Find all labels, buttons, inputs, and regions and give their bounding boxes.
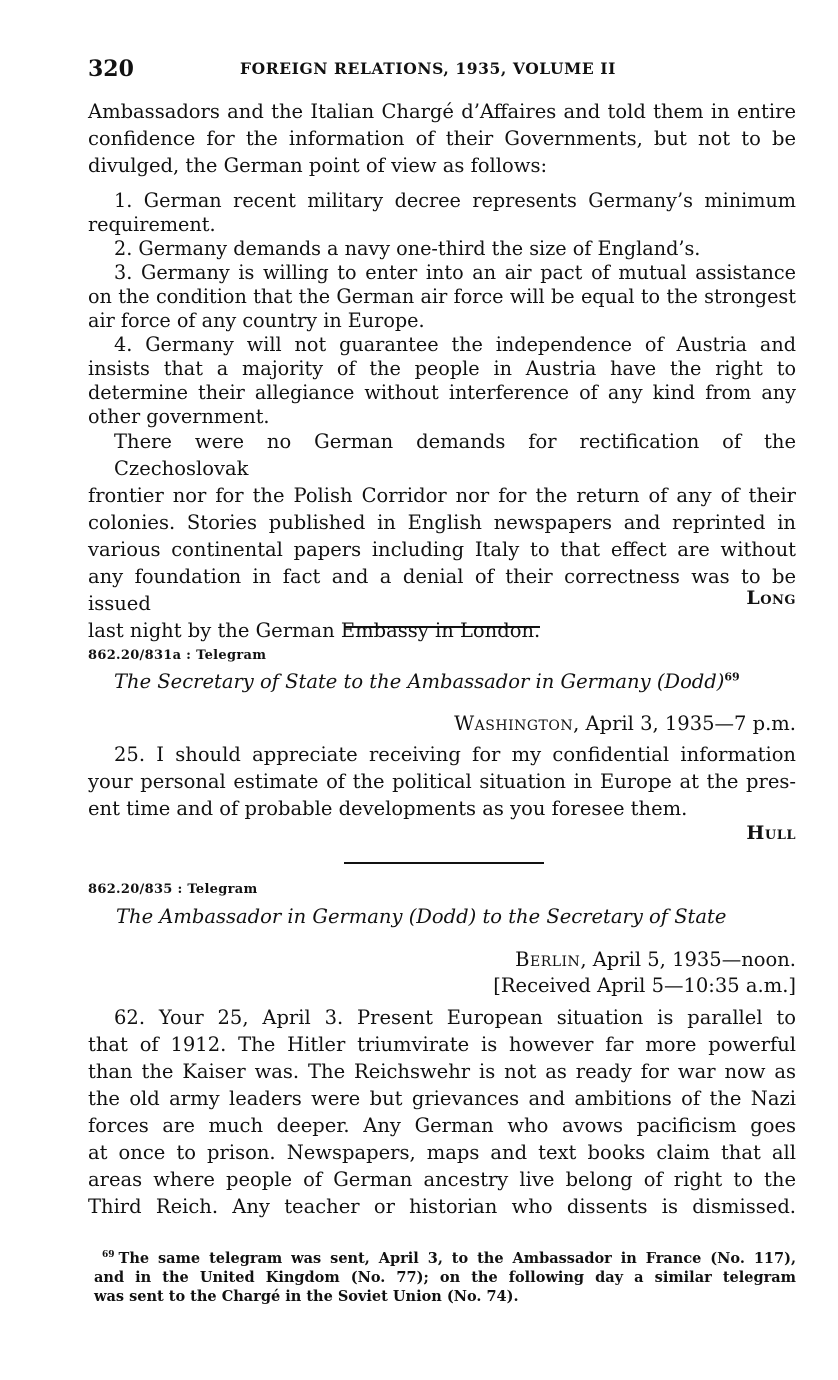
received-note: [Received April 5—10:35 a.m.] [493, 974, 796, 997]
dateline [454, 712, 796, 735]
dateline-date: , April 5, 1935—noon. [580, 948, 796, 971]
text-line: various continental papers including Italy to that effect are without [88, 538, 796, 561]
text-line: There were no German demands for rectification of the Czechoslovak [114, 430, 796, 480]
text-line: confidence for the information of their Governments, but not to be [88, 127, 796, 150]
text-line: areas where people of German ancestry live belong of right to the [88, 1168, 796, 1191]
footnote [94, 1246, 796, 1306]
numbered-points [88, 189, 796, 429]
text-line: colonies. Stories published in English newspapers and reprinted in [88, 511, 796, 534]
footnote-line: was sent to the Chargé in the Soviet Union (No. 74). [94, 1287, 519, 1305]
text-line: divulged, the German point of view as follows: [88, 154, 548, 177]
point-line: 4. Germany will not guarantee the independence of Austria and [114, 333, 796, 356]
text-line: your personal estimate of the political situation in Europe at the pres- [88, 770, 796, 793]
point-line: 3. Germany is willing to enter into an air pact of mutual assistance [114, 261, 796, 284]
footnote-text: The same telegram was sent, April 3, to the Ambassador in France (No. 117), [118, 1249, 796, 1267]
text-line: 62. Your 25, April 3. Present European situation is parallel to [114, 1006, 796, 1029]
point-line: 1. German recent military decree represents Germany’s minimum [114, 189, 796, 212]
signature-long: Long [746, 587, 796, 609]
footnote-line [94, 1246, 796, 1268]
text-line: ent time and of probable developments as you foresee them. [88, 797, 688, 820]
telegram-body [88, 741, 796, 822]
footnote-line: and in the United Kingdom (No. 77); on the following day a similar telegram [94, 1268, 796, 1286]
signature-hull: Hull [746, 822, 796, 844]
text-line: that of 1912. The Hitler triumvirate is however far more powerful [88, 1033, 796, 1056]
text-line: last night by the German Embassy in London. [88, 619, 541, 642]
dateline [515, 948, 796, 971]
page-number: 320 [88, 56, 134, 82]
document-heading: The Ambassador in Germany (Dodd) to the Secretary of State [116, 905, 727, 928]
footnote-marker: 69 [724, 670, 740, 684]
point-line: air force of any country in Europe. [88, 309, 425, 332]
running-title: FOREIGN RELATIONS, 1935, VOLUME II [240, 59, 616, 78]
text-line: 25. I should appreciate receiving for my confidential information [114, 743, 796, 766]
file-reference: 862.20/831a : Telegram [88, 648, 267, 663]
text-line: Third Reich. Any teacher or historian who dissents is dismissed. [88, 1195, 796, 1218]
point-line: insists that a majority of the people in Austria have the right to [88, 357, 796, 380]
text-line: the old army leaders were but grievances and ambitions of the Nazi [88, 1087, 796, 1110]
dateline-place: Berlin [515, 948, 581, 971]
file-reference: 862.20/835 : Telegram [88, 882, 258, 897]
text-line: than the Kaiser was. The Reichswehr is not as ready for war now as [88, 1060, 796, 1083]
point-line: requirement. [88, 213, 216, 236]
text-line: forces are much deeper. Any German who avows pacificism goes [88, 1114, 796, 1137]
footnote-number: 69 [102, 1250, 115, 1260]
document-heading [114, 670, 740, 693]
intro-paragraph [88, 98, 796, 179]
point-line: 2. Germany demands a navy one-third the size of England’s. [114, 237, 701, 260]
section-divider [344, 862, 544, 864]
point-line: other government. [88, 405, 270, 428]
text-line: frontier nor for the Polish Corridor nor for the return of any of their [88, 484, 796, 507]
text-line: at once to prison. Newspapers, maps and text books claim that all [88, 1141, 796, 1164]
text-line: Ambassadors and the Italian Chargé d’Affaires and told them in entire [88, 100, 796, 123]
section-divider [344, 626, 540, 628]
dateline-date: , April 3, 1935—7 p.m. [573, 712, 796, 735]
point-line: determine their allegiance without interference of any kind from any [88, 381, 796, 404]
point-line: on the condition that the German air force will be equal to the strongest [88, 285, 796, 308]
paragraph-two [88, 428, 796, 644]
telegram-body [88, 1004, 796, 1220]
heading-text: The Secretary of State to the Ambassador in Germany (Dodd) [114, 670, 725, 693]
dateline-place: Washington [454, 712, 574, 735]
text-line: any foundation in fact and a denial of their correctness was to be issued [88, 565, 796, 615]
